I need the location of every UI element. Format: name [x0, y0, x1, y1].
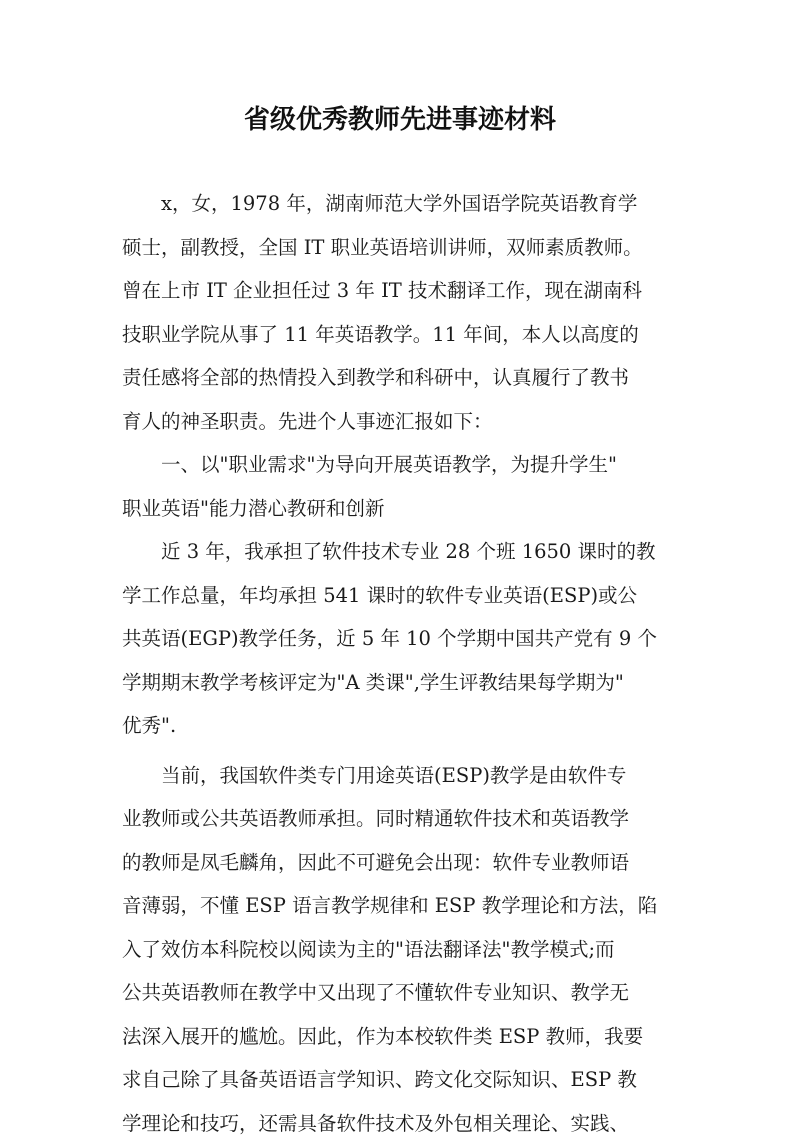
- document-title: 省级优秀教师先进事迹材料: [0, 100, 800, 140]
- paragraph-4-line-7: 法深入展开的尴尬。因此，作为本校软件类 ESP 教师，我要: [122, 1015, 692, 1059]
- section-heading-line-2: 职业英语"能力潜心教研和创新: [122, 487, 692, 531]
- paragraph-1-line-3: 曾在上市 IT 企业担任过 3 年 IT 技术翻译工作，现在湖南科: [122, 269, 692, 313]
- paragraph-4-line-1: 当前，我国软件类专门用途英语(ESP)教学是由软件专: [122, 754, 692, 798]
- paragraph-4-line-4: 音薄弱，不懂 ESP 语言教学规律和 ESP 教学理论和方法，陷: [122, 884, 692, 928]
- paragraph-1-line-1: x，女，1978 年，湖南师范大学外国语学院英语教育学: [122, 182, 692, 226]
- paragraph-3-line-4: 学期期末教学考核评定为"A 类课",学生评教结果每学期为": [122, 661, 692, 705]
- paragraph-3-line-2: 学工作总量，年均承担 541 课时的软件专业英语(ESP)或公: [122, 574, 692, 618]
- paragraph-4-line-2: 业教师或公共英语教师承担。同时精通软件技术和英语教学: [122, 797, 692, 841]
- paragraph-1-line-2: 硕士，副教授，全国 IT 职业英语培训讲师，双师素质教师。: [122, 226, 692, 270]
- paragraph-1-line-6: 育人的神圣职责。先进个人事迹汇报如下：: [122, 400, 692, 444]
- paragraph-3-line-3: 共英语(EGP)教学任务，近 5 年 10 个学期中国共产党有 9 个: [122, 617, 692, 661]
- paragraph-4-line-6: 公共英语教师在教学中又出现了不懂软件专业知识、教学无: [122, 971, 692, 1015]
- paragraph-4-line-8: 求自己除了具备英语语言学知识、跨文化交际知识、ESP 教: [122, 1058, 692, 1102]
- paragraph-1-line-5: 责任感将全部的热情投入到教学和科研中，认真履行了教书: [122, 356, 692, 400]
- paragraph-3-line-5: 优秀".: [122, 704, 692, 748]
- paragraph-3-line-1: 近 3 年，我承担了软件技术专业 28 个班 1650 课时的教: [122, 530, 692, 574]
- paragraph-4-line-9: 学理论和技巧，还需具备软件技术及外包相关理论、实践、: [122, 1102, 692, 1145]
- document-body: [122, 182, 692, 1145]
- paragraph-4-line-5: 入了效仿本科院校以阅读为主的"语法翻译法"教学模式;而: [122, 928, 692, 972]
- paragraph-1-line-4: 技职业学院从事了 11 年英语教学。11 年间，本人以高度的: [122, 313, 692, 357]
- paragraph-4-line-3: 的教师是凤毛麟角，因此不可避免会出现：软件专业教师语: [122, 841, 692, 885]
- section-heading-line-1: 一、以"职业需求"为导向开展英语教学，为提升学生": [122, 443, 692, 487]
